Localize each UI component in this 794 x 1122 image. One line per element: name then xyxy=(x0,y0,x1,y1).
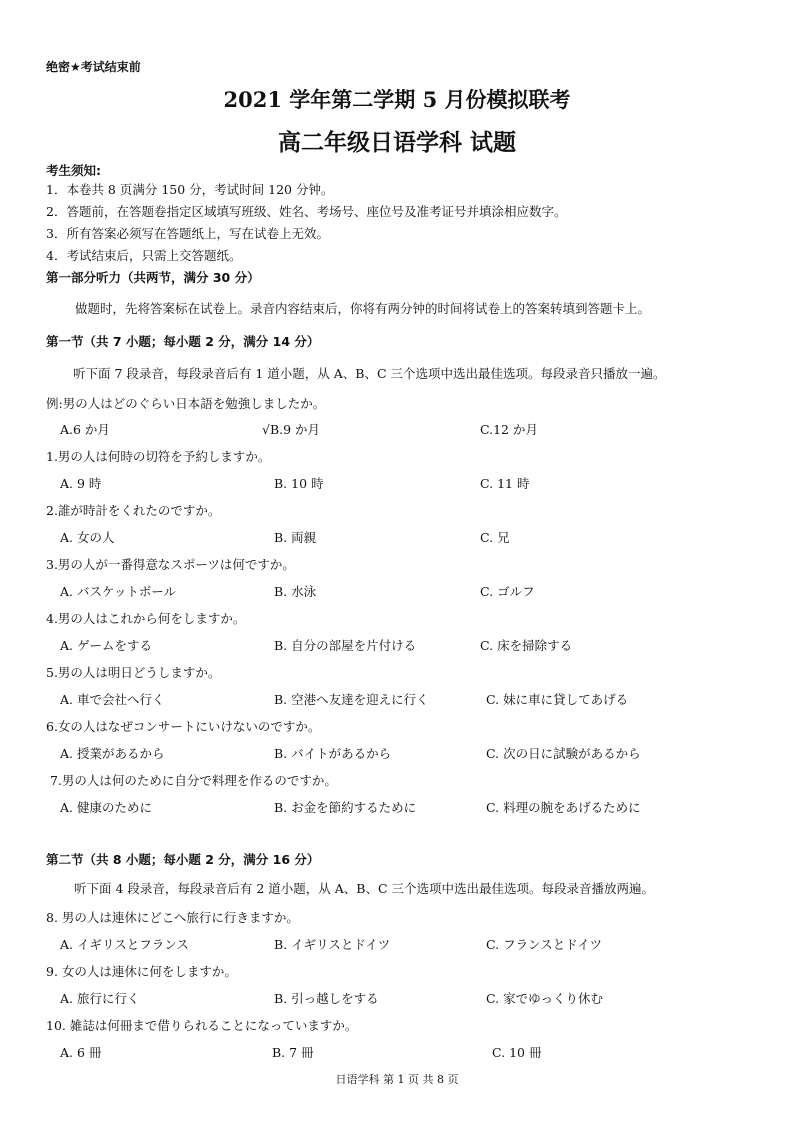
q1-option-a: A. 9 時 xyxy=(60,476,102,491)
q10-option-a: A. 6 冊 xyxy=(60,1045,102,1060)
q2-option-c: C. 兄 xyxy=(480,530,510,545)
question-4: 4.男の人はこれから何をしますか。 xyxy=(46,611,246,626)
section2-instruction: 听下面 4 段录音，每段录音后有 2 道小题，从 A、B、C 三个选项中选出最佳选项。每段录音播放两遍。 xyxy=(74,881,655,896)
exam-title-line2: 高二年级日语学科 试题 xyxy=(277,129,516,156)
q1-option-b: B. 10 時 xyxy=(274,476,324,491)
q1-option-c: C. 11 時 xyxy=(480,476,530,491)
q8-option-a: A. イギリスとフランス xyxy=(60,937,189,952)
question-10: 10. 雑誌は何冊まで借りられることになっていますか。 xyxy=(46,1018,358,1033)
part1-instruction: 做题时，先将答案标在试卷上。录音内容结束后，你将有两分钟的时间将试卷上的答案转填到答题卡上。 xyxy=(75,301,651,316)
example-question: 例:男の人はどのぐらい日本語を勉強しましたか。 xyxy=(46,396,326,411)
notice-item: 2．答题前，在答题卷指定区域填写班级、姓名、考场号、座位号及准考证号并填涂相应数字。 xyxy=(46,204,567,219)
question-5: 5.男の人は明日どうしますか。 xyxy=(46,665,221,680)
exam-title-line1: 2021 学年第二学期 5 月份模拟联考 xyxy=(223,87,571,112)
q3-option-c: C. ゴルフ xyxy=(480,584,535,599)
q2-option-b: B. 両親 xyxy=(274,530,317,545)
question-9: 9. 女の人は連休に何をしますか。 xyxy=(46,964,237,979)
q4-option-a: A. ゲームをする xyxy=(60,638,152,653)
q10-option-b: B. 7 冊 xyxy=(272,1045,314,1060)
question-2: 2.誰が時計をくれたのですか。 xyxy=(46,503,221,518)
q2-option-a: A. 女の人 xyxy=(60,530,115,545)
q10-option-c: C. 10 冊 xyxy=(492,1045,542,1060)
question-8: 8. 男の人は連休にどこへ旅行に行きますか。 xyxy=(46,910,299,925)
confidential-label: 绝密★考试结束前 xyxy=(46,60,141,74)
q7-option-a: A. 健康のために xyxy=(60,800,152,815)
q9-option-c: C. 家でゆっくり休む xyxy=(486,991,603,1006)
q7-option-b: B. お金を節約するために xyxy=(274,800,417,815)
q7-option-c: C. 料理の腕をあげるために xyxy=(486,800,641,815)
q3-option-a: A. バスケットボール xyxy=(60,584,177,599)
q6-option-b: B. バイトがあるから xyxy=(274,746,392,761)
notice-item: 4．考试结束后，只需上交答题纸。 xyxy=(46,248,242,263)
q5-option-c: C. 妹に車に貸してあげる xyxy=(486,692,629,707)
section1-instruction: 听下面 7 段录音，每段录音后有 1 道小题，从 A、B、C 三个选项中选出最佳选项。每段录音只播放一遍。 xyxy=(73,366,666,381)
section2-heading: 第二节（共 8 小题；每小题 2 分，满分 16 分） xyxy=(46,852,320,867)
question-6: 6.女の人はなぜコンサートにいけないのですか。 xyxy=(46,719,321,734)
q6-option-a: A. 授業があるから xyxy=(60,746,165,761)
q5-option-b: B. 空港へ友達を迎えに行く xyxy=(274,692,429,707)
q5-option-a: A. 車で会社へ行く xyxy=(60,692,165,707)
notice-item: 3．所有答案必须写在答题纸上，写在试卷上无效。 xyxy=(46,226,329,241)
q9-option-b: B. 引っ越しをする xyxy=(274,991,379,1006)
part1-heading: 第一部分听力（共两节，满分 30 分） xyxy=(46,270,260,285)
q8-option-c: C. フランスとドイツ xyxy=(486,937,603,952)
example-option-a: A.6 か月 xyxy=(60,422,110,437)
q8-option-b: B. イギリスとドイツ xyxy=(274,937,391,952)
q6-option-c: C. 次の日に試験があるから xyxy=(486,746,641,761)
question-1: 1.男の人は何時の切符を予約しますか。 xyxy=(46,449,271,464)
q9-option-a: A. 旅行に行く xyxy=(60,991,140,1006)
q3-option-b: B. 水泳 xyxy=(274,584,317,599)
page-footer: 日语学科 第 1 页 共 8 页 xyxy=(335,1073,459,1086)
example-option-c: C.12 か月 xyxy=(480,422,538,437)
notice-heading: 考生须知: xyxy=(46,163,101,178)
question-3: 3.男の人が一番得意なスポーツは何ですか。 xyxy=(46,557,295,572)
q4-option-b: B. 自分の部屋を片付ける xyxy=(274,638,417,653)
q4-option-c: C. 床を掃除する xyxy=(480,638,573,653)
example-option-b: √B.9 か月 xyxy=(262,422,321,437)
section1-heading: 第一节（共 7 小题；每小题 2 分，满分 14 分） xyxy=(46,334,320,349)
question-7: 7.男の人は何のために自分で料理を作るのですか。 xyxy=(50,773,337,788)
notice-item: 1．本卷共 8 页满分 150 分，考试时间 120 分钟。 xyxy=(46,182,334,197)
